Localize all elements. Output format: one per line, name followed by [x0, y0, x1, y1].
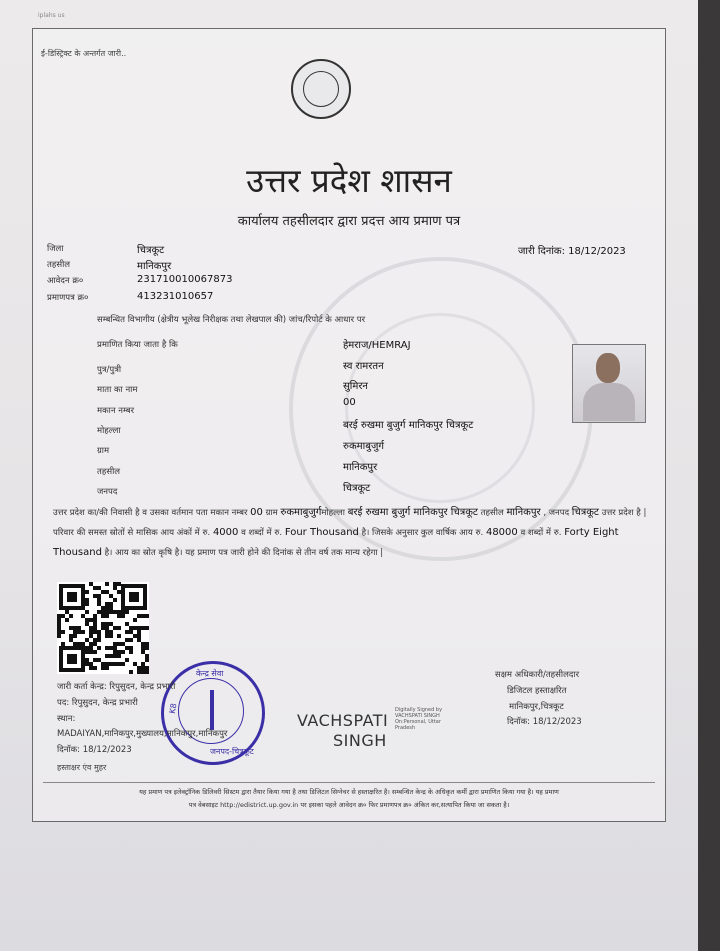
- district-value: चित्रकूट: [137, 245, 165, 256]
- footer-line-2: पत्र वेबसाइट http://edistrict.up.gov.in पर इसका पहले आवेदन क्र० फिर प्रमाणपत्र क्र० अंकित कर,सत्यापित किया जा सकता है।: [188, 801, 510, 809]
- body-text-5: , जनपद: [543, 508, 570, 518]
- issuer-place-label: स्थान:: [57, 714, 76, 724]
- certificate-number: 413231010657: [137, 291, 214, 302]
- body-annual-income: 48000: [485, 527, 518, 538]
- body-monthly-income: 4000: [212, 527, 239, 538]
- field-label-mother: माता का नाम: [97, 385, 138, 395]
- certificate-subtitle: कार्यालय तहसीलदार द्वारा प्रदत्त आय प्रमाण पत्र: [237, 214, 461, 229]
- authority-line-3: मानिकपुर,चित्रकूट: [509, 702, 564, 712]
- seal-top-text: केन्द्र सेवा: [196, 669, 224, 678]
- application-label: आवेदन क्र०: [47, 276, 84, 286]
- body-text-4: तहसील: [480, 508, 504, 518]
- body-text-10: है। आय का स्रोत कृषि है। यह प्रमाण पत्र जारी होने की दिनांक से तीन वर्ष तक मान्य रहेगा |: [104, 548, 384, 558]
- body-text-2: ग्राम: [265, 508, 278, 518]
- body-text-3: मोहल्ला: [321, 508, 345, 518]
- field-value-village: रुकमाबुजुर्ग: [343, 441, 384, 452]
- state-emblem-icon: [291, 59, 351, 119]
- body-village: रुकमाबुजुर्ग: [280, 507, 322, 518]
- issue-date: [518, 243, 626, 257]
- application-number: 231710010067873: [137, 274, 233, 285]
- digital-signature-name-2: SINGH: [333, 731, 387, 750]
- holder-name: हेमराज/HEMRAJ: [343, 340, 411, 351]
- top-left-note: ई-डिस्ट्रिक्ट के अन्तर्गत जारी..: [41, 49, 127, 58]
- body-tehsil: मानिकपुर: [506, 507, 541, 518]
- authority-line-2: डिजिटल हस्ताक्षरित: [507, 686, 567, 696]
- certificate-number-label: प्रमाणपत्र क्र०: [47, 293, 89, 303]
- footer-line-1: यह प्रमाण पत्र इलेक्ट्रॉनिक डिलिवरी सिस्टम द्वारा तैयार किया गया है तथा डिजिटल सिग्नेचर से हस्ताक्षरित है। सम्बन्धित केन्द्र के अधिकृत कर्मी द्वारा प्रमाणित किया गया है। यह प्रमाण: [139, 788, 559, 796]
- body-text-7: व शब्दों में रु.: [241, 528, 283, 538]
- body-monthly-words: Four Thousand: [284, 527, 359, 538]
- field-label-father: पुत्र/पुत्री: [97, 365, 122, 375]
- seal-bottom-text: जनपद-चित्रकूट: [210, 747, 254, 756]
- certificate-body: [53, 503, 649, 563]
- issuer-center: जारी कर्ता केन्द्र: रिपुसुदन, केन्द्र प्रभारी: [57, 682, 176, 692]
- district-label: जिला: [47, 244, 64, 254]
- seal-side-text: K8: [167, 702, 179, 715]
- footer-divider: [43, 782, 655, 783]
- field-value-district: चित्रकूट: [343, 483, 371, 494]
- issuer-place: MADAIYAN,मानिकपुर,मुख्यालय,मानिकपुर,मानिकपुर: [57, 729, 228, 739]
- issue-date-value: 18/12/2023: [568, 246, 626, 257]
- field-label-mohalla: मोहल्ला: [97, 426, 121, 436]
- intro-line-1: सम्बन्धित विभागीय (क्षेत्रीय भूलेख निरीक्षक तथा लेखपाल की) जांच/रिपोर्ट के आधार पर: [97, 315, 366, 325]
- issuer-post: पद: रिपुसुदन, केन्द्र प्रभारी: [57, 698, 138, 708]
- field-value-mother: सुमिरन: [343, 381, 368, 392]
- certificate-frame: [32, 28, 666, 822]
- body-text-6: उत्तर प्रदेश है | परिवार की समस्त स्रोतों से मासिक आय अंकों में रु.: [53, 508, 647, 538]
- issue-date-label: जारी दिनांक:: [518, 246, 565, 257]
- holder-photo: [572, 344, 646, 423]
- field-label-house: मकान नम्बर: [97, 406, 135, 416]
- field-value-mohalla: बरई रुखमा बुजुर्ग मानिकपुर चित्रकूट: [343, 420, 474, 431]
- digital-signature-details: Digitally Signed by VACHSPATI SINGH On:Personal, Uttar Pradesh: [395, 707, 443, 731]
- paper-corner-mark: iplahs us: [38, 12, 65, 19]
- body-district: चित्रकूट: [571, 507, 599, 518]
- issuer-date: दिनॉक: 18/12/2023: [57, 745, 132, 755]
- authority-line-4: दिनॉक: 18/12/2023: [507, 717, 582, 727]
- tehsil-label: तहसील: [47, 260, 71, 270]
- body-text-1: उत्तर प्रदेश का/की निवासी है व उसका वर्तमान पता मकान नम्बर: [53, 508, 248, 518]
- body-house: 00: [250, 507, 263, 518]
- authority-line-1: सक्षम अधिकारी/तहसीलदार: [495, 670, 580, 680]
- issuer-sign-note: हस्ताक्षर एंव मुहर: [57, 763, 107, 772]
- body-text-9: व शब्दों में रु.: [520, 528, 562, 538]
- body-text-8: है। जिसके अनुसार कुल वार्षिक आय रु.: [361, 528, 484, 538]
- field-value-tehsil: मानिकपुर: [343, 462, 378, 473]
- tehsil-value: मानिकपुर: [137, 261, 172, 272]
- field-value-father: स्व रामरतन: [343, 361, 384, 372]
- body-mohalla: बरई रुखमा बुजुर्ग मानिकपुर चित्रकूट: [347, 507, 478, 518]
- field-value-house: 00: [343, 397, 356, 408]
- field-label-district: जनपद: [97, 487, 118, 497]
- qr-code-icon: [57, 582, 149, 674]
- field-label-village: ग्राम: [97, 446, 110, 456]
- issuing-center-seal-icon: [161, 661, 265, 765]
- body-annual-words: Forty Eight Thousand: [53, 527, 619, 558]
- field-label-tehsil: तहसील: [97, 467, 121, 477]
- government-title: उत्तर प्रदेश शासन: [246, 161, 452, 200]
- digital-signature-name-1: VACHSPATI: [297, 711, 389, 730]
- intro-line-2: प्रमाणित किया जाता है कि: [97, 340, 178, 350]
